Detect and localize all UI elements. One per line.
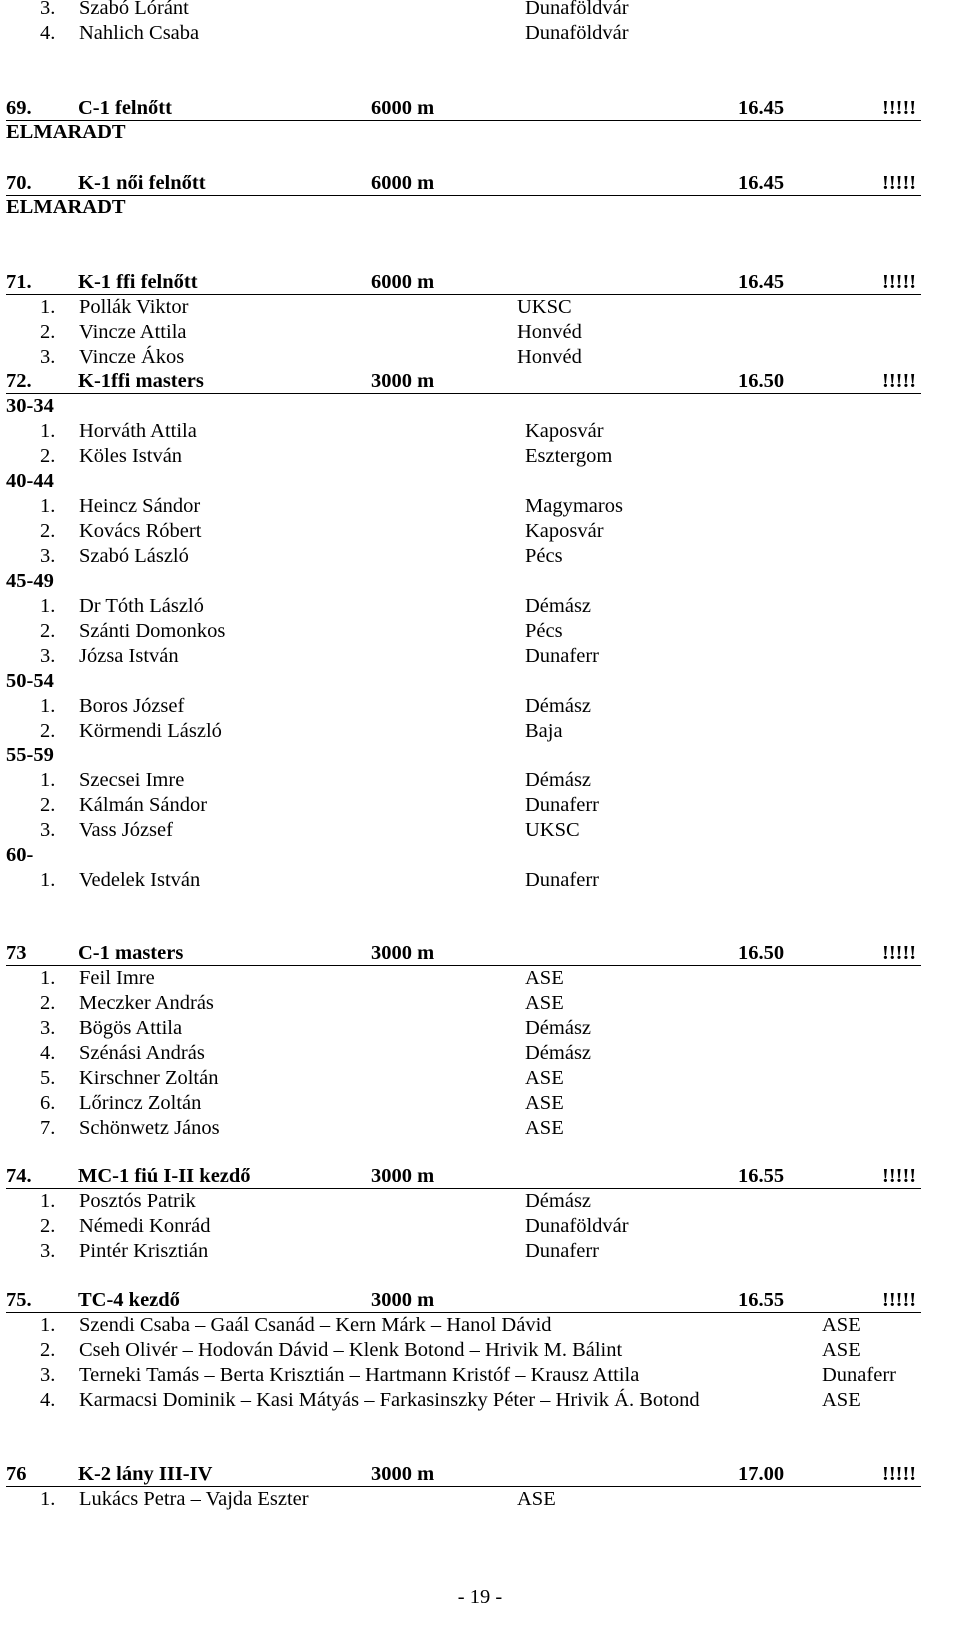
entry-club: Dunaferr: [525, 794, 599, 816]
entry-rank: 3.: [40, 0, 56, 19]
entry-club: UKSC: [517, 296, 572, 318]
entry-rank: 3.: [40, 545, 56, 567]
entry-club: Démász: [525, 1017, 592, 1039]
age-group-label: 50-54: [6, 670, 54, 692]
entry-club: Pécs: [525, 545, 563, 567]
entry-name: Lőrincz Zoltán: [79, 1092, 202, 1114]
entry-name: Kálmán Sándor: [79, 794, 208, 816]
entry-name: Bögös Attila: [79, 1017, 183, 1039]
entry-name: Heincz Sándor: [79, 495, 201, 517]
entry-rank: 2.: [40, 720, 56, 742]
entry-rank: 1.: [40, 967, 56, 989]
entry-rank: 4.: [40, 22, 56, 44]
entry-rank: 1.: [40, 1190, 56, 1212]
entry-rank: 3.: [40, 1240, 56, 1262]
entry-rank: 2.: [40, 992, 56, 1014]
entry-name: Feil Imre: [79, 967, 155, 989]
entry-name: Horváth Attila: [79, 420, 197, 442]
entry-name: Józsa István: [79, 645, 179, 667]
race-title: K-2 lány III-IV: [78, 1463, 213, 1485]
entry-club: Dunaferr: [822, 1364, 896, 1386]
entry-club: Kaposvár: [525, 520, 604, 542]
entry-rank: 1.: [40, 495, 56, 517]
entry-club: ASE: [525, 1117, 564, 1139]
race-distance: 6000 m: [371, 172, 435, 194]
race-header: [6, 171, 921, 196]
entry-rank: 1.: [40, 1314, 56, 1336]
entry-name: Szénási András: [79, 1042, 205, 1064]
race-header: [6, 1288, 921, 1313]
race-title: C-1 masters: [78, 942, 184, 964]
entry-club: UKSC: [525, 819, 580, 841]
race-distance: 3000 m: [371, 1165, 435, 1187]
entry-club: ASE: [517, 1488, 556, 1510]
entry-club: Démász: [525, 1042, 592, 1064]
entry-rank: 4.: [40, 1042, 56, 1064]
age-group-label: 45-49: [6, 570, 54, 592]
entry-name: Lukács Petra – Vajda Eszter: [79, 1488, 309, 1510]
entry-club: Pécs: [525, 620, 563, 642]
entry-rank: 7.: [40, 1117, 56, 1139]
entry-name: Szecsei Imre: [79, 769, 185, 791]
entry-rank: 6.: [40, 1092, 56, 1114]
entry-name: Pollák Viktor: [79, 296, 189, 318]
age-group-label: 30-34: [6, 395, 54, 417]
page-number: - 19 -: [457, 1586, 503, 1608]
race-header: [6, 1164, 921, 1189]
entry-rank: 5.: [40, 1067, 56, 1089]
race-num: 73: [6, 942, 27, 964]
entry-name: Posztós Patrik: [79, 1190, 196, 1212]
entry-club: ASE: [525, 1067, 564, 1089]
race-num: 71.: [6, 271, 32, 293]
entry-club: Magymaros: [525, 495, 623, 517]
entry-rank: 3.: [40, 1017, 56, 1039]
entry-name: Cseh Olivér – Hodován Dávid – Klenk Botond – Hrivik M. Bálint: [79, 1339, 623, 1361]
race-marks: !!!!!: [882, 1289, 917, 1311]
race-num: 70.: [6, 172, 32, 194]
entry-rank: 4.: [40, 1389, 56, 1411]
race-time: 16.55: [738, 1165, 785, 1187]
entry-club: ASE: [822, 1389, 861, 1411]
entry-rank: 2.: [40, 1339, 56, 1361]
entry-name: Boros József: [79, 695, 185, 717]
entry-name: Vass József: [79, 819, 173, 841]
race-title: TC-4 kezdő: [78, 1289, 180, 1311]
entry-rank: 1.: [40, 869, 56, 891]
entry-name: Kovács Róbert: [79, 520, 202, 542]
entry-rank: 3.: [40, 819, 56, 841]
entry-club: Kaposvár: [525, 420, 604, 442]
entry-rank: 1.: [40, 595, 56, 617]
race-distance: 3000 m: [371, 1463, 435, 1485]
entry-club: Démász: [525, 769, 592, 791]
age-group-label: 60-: [6, 844, 34, 866]
entry-name: Dr Tóth László: [79, 595, 204, 617]
entry-club: Dunaferr: [525, 1240, 599, 1262]
race-title: K-1 női felnőtt: [78, 172, 206, 194]
entry-club: Dunaföldvár: [525, 1215, 629, 1237]
race-header: [6, 270, 921, 295]
race-marks: !!!!!: [882, 271, 917, 293]
entry-rank: 1.: [40, 1488, 56, 1510]
entry-name: Szabó László: [79, 545, 189, 567]
entry-club: Dunaferr: [525, 645, 599, 667]
entry-club: Esztergom: [525, 445, 613, 467]
race-time: 16.45: [738, 172, 785, 194]
race-num: 76: [6, 1463, 27, 1485]
entry-name: Szendi Csaba – Gaál Csanád – Kern Márk – Hanol Dávid: [79, 1314, 552, 1336]
race-time: 16.50: [738, 942, 785, 964]
entry-name: Vedelek István: [79, 869, 201, 891]
race-time: 16.45: [738, 271, 785, 293]
entry-rank: 3.: [40, 346, 56, 368]
entry-club: Dunaföldvár: [525, 22, 629, 44]
entry-name: Karmacsi Dominik – Kasi Mátyás – Farkasinszky Péter – Hrivik Á. Botond: [79, 1389, 700, 1411]
entry-rank: 2.: [40, 445, 56, 467]
entry-rank: 2.: [40, 620, 56, 642]
entry-name: Schönwetz János: [79, 1117, 220, 1139]
entry-club: ASE: [525, 992, 564, 1014]
entry-name: Szabó Lóránt: [79, 0, 189, 19]
entry-rank: 3.: [40, 645, 56, 667]
entry-club: ASE: [525, 1092, 564, 1114]
age-group-label: 55-59: [6, 744, 54, 766]
age-group-label: 40-44: [6, 470, 54, 492]
entry-club: Honvéd: [517, 346, 582, 368]
entry-name: Vincze Attila: [79, 321, 187, 343]
entry-rank: 1.: [40, 420, 56, 442]
race-title: MC-1 fiú I-II kezdő: [78, 1165, 251, 1187]
race-marks: !!!!!: [882, 942, 917, 964]
entry-club: Démász: [525, 695, 592, 717]
entry-rank: 1.: [40, 695, 56, 717]
race-num: 74.: [6, 1165, 32, 1187]
race-time: 16.50: [738, 370, 785, 392]
entry-rank: 1.: [40, 769, 56, 791]
race-title: C-1 felnőtt: [78, 97, 172, 119]
race-time: 16.45: [738, 97, 785, 119]
race-marks: !!!!!: [882, 370, 917, 392]
entry-club: Baja: [525, 720, 563, 742]
race-marks: !!!!!: [882, 172, 917, 194]
race-distance: 3000 m: [371, 1289, 435, 1311]
entry-rank: 1.: [40, 296, 56, 318]
entry-club: Dunaföldvár: [525, 0, 629, 19]
race-note: ELMARADT: [6, 196, 126, 218]
entry-name: Vincze Ákos: [79, 346, 185, 368]
entry-rank: 2.: [40, 794, 56, 816]
race-distance: 6000 m: [371, 97, 435, 119]
race-marks: !!!!!: [882, 1463, 917, 1485]
entry-name: Szánti Domonkos: [79, 620, 226, 642]
race-title: K-1 ffi felnőtt: [78, 271, 198, 293]
entry-club: ASE: [822, 1339, 861, 1361]
race-num: 69.: [6, 97, 32, 119]
entry-rank: 2.: [40, 321, 56, 343]
entry-club: Dunaferr: [525, 869, 599, 891]
entry-name: Meczker András: [79, 992, 214, 1014]
entry-name: Nahlich Csaba: [79, 22, 200, 44]
entry-club: Démász: [525, 595, 592, 617]
race-time: 16.55: [738, 1289, 785, 1311]
race-distance: 3000 m: [371, 370, 435, 392]
race-note: ELMARADT: [6, 121, 126, 143]
race-header: [6, 369, 921, 394]
entry-name: Körmendi László: [79, 720, 222, 742]
race-header: [6, 96, 921, 121]
entry-club: Honvéd: [517, 321, 582, 343]
race-marks: !!!!!: [882, 1165, 917, 1187]
entry-name: Terneki Tamás – Berta Krisztián – Hartmann Kristóf – Krausz Attila: [79, 1364, 640, 1386]
entry-name: Némedi Konrád: [79, 1215, 211, 1237]
entry-name: Kirschner Zoltán: [79, 1067, 219, 1089]
entry-rank: 2.: [40, 1215, 56, 1237]
entry-rank: 2.: [40, 520, 56, 542]
entry-club: ASE: [822, 1314, 861, 1336]
race-title: K-1ffi masters: [78, 370, 204, 392]
race-distance: 3000 m: [371, 942, 435, 964]
entry-name: Pintér Krisztián: [79, 1240, 209, 1262]
race-distance: 6000 m: [371, 271, 435, 293]
race-header: [6, 941, 921, 966]
race-num: 72.: [6, 370, 32, 392]
entry-club: Démász: [525, 1190, 592, 1212]
entry-club: ASE: [525, 967, 564, 989]
entry-name: Köles István: [79, 445, 183, 467]
race-marks: !!!!!: [882, 97, 917, 119]
entry-rank: 3.: [40, 1364, 56, 1386]
race-header: [6, 1462, 921, 1487]
race-time: 17.00: [738, 1463, 785, 1485]
race-num: 75.: [6, 1289, 32, 1311]
